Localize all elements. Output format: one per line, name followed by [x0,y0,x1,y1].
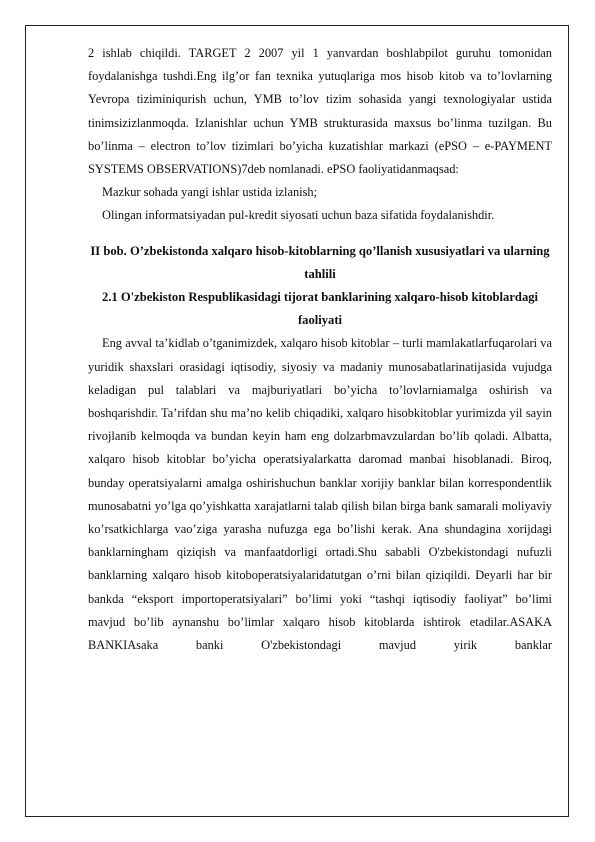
section-title: 2.1 O'zbekiston Respublikasidagi tijorat banklarining xalqaro-hisob kitoblardagi faoliyati [101,290,539,328]
section-gap [88,228,552,240]
document-body [88,42,552,657]
intro-paragraph: 2 ishlab chiqildi. TARGET 2 2007 yil 1 yanvardan boshlabpilot guruhu tomonidan foydalanishga tushdi.Eng ilg’or fan texnika yutuqlariga mos hisob kitob va to’lovlarning Yevropa tiziminiqurish uchun, YMB to’lov tizim sohasida yangi texnologiyalar ustida tinimsizizlanmoqda. Izlanishlar uchun YMB strukturasida maxsus bo’linma tuzilgan. Bu bo’linma – electron to’lov tizimlari bo’yicha kuzatishlar markazi (ePSO – e-PAYMENT SYSTEMS OBSERVATIONS)7deb nomlanadi. ePSO faoliyatidanmaqsad: [88,46,552,177]
list-item-2: Olingan informatsiyadan pul-kredit siyosati uchun baza sifatida foydalanishdir. [102,208,495,223]
list-item-1: Mazkur sohada yangi ishlar ustida izlanish; [102,185,318,200]
chapter-title: II bob. O’zbekistonda xalqaro hisob-kitoblarning qo’llanish xususiyatlari va ularning tahlili [90,243,550,281]
body-paragraph: Eng avval ta’kidlab o’tganimizdek, xalqaro hisob kitoblar – turli mamlakatlarfuqarolari va yuridik shaxslari orasidagi iqtisodiy, siyosiy va madaniy munosabatlarinatijasida vujudga keladigan pul talablari va majburiyatlari bo’yicha to’lovlarniamalga oshirish va boshqarishdir. Ta’rifdan shu ma’no kelib chiqadiki, xalqaro hisobkitoblar yurimizda yil sayin rivojlanib kelmoqda va bundan keyin ham eng dolzarbmavzulardan bo’lib qoladi. Albatta, xalqaro hisob kitoblar bo’yicha operatsiyalarkatta daromad manbai hisoblanadi. Biroq, bunday operatsiyalarni amalga oshirishuchun banklar xorijiy banklar bilan korrespondentlik munosabatni yo’lga qo’yishkatta xarajatlarni talab qilish bilan birga bank samarali moliyaviy ko’rsatkichlarga vao’ziga yarasha nufuzga ega bo’lishi kerak. Ana shundagina xorijdagi banklarningham qiziqish va manfaatdorligi ortadi.Shu sababli O'zbekistondagi nufuzli banklarning xalqaro hisob kitoboperatsiyalaridatutgan o’rni bilan qiziqildi. Deyarli har bir bankda “eksport importoperatsiyalari” bo’limi yoki “tashqi iqtisodiy faoliyat” bo’limi mavjud bo’lib aynanshu bo’limlar xalqaro hisob kitoblarda ishtirok etadilar.ASAKA BANKIAsaka banki O'zbekistondagi mavjud yirik banklar [88,336,552,653]
